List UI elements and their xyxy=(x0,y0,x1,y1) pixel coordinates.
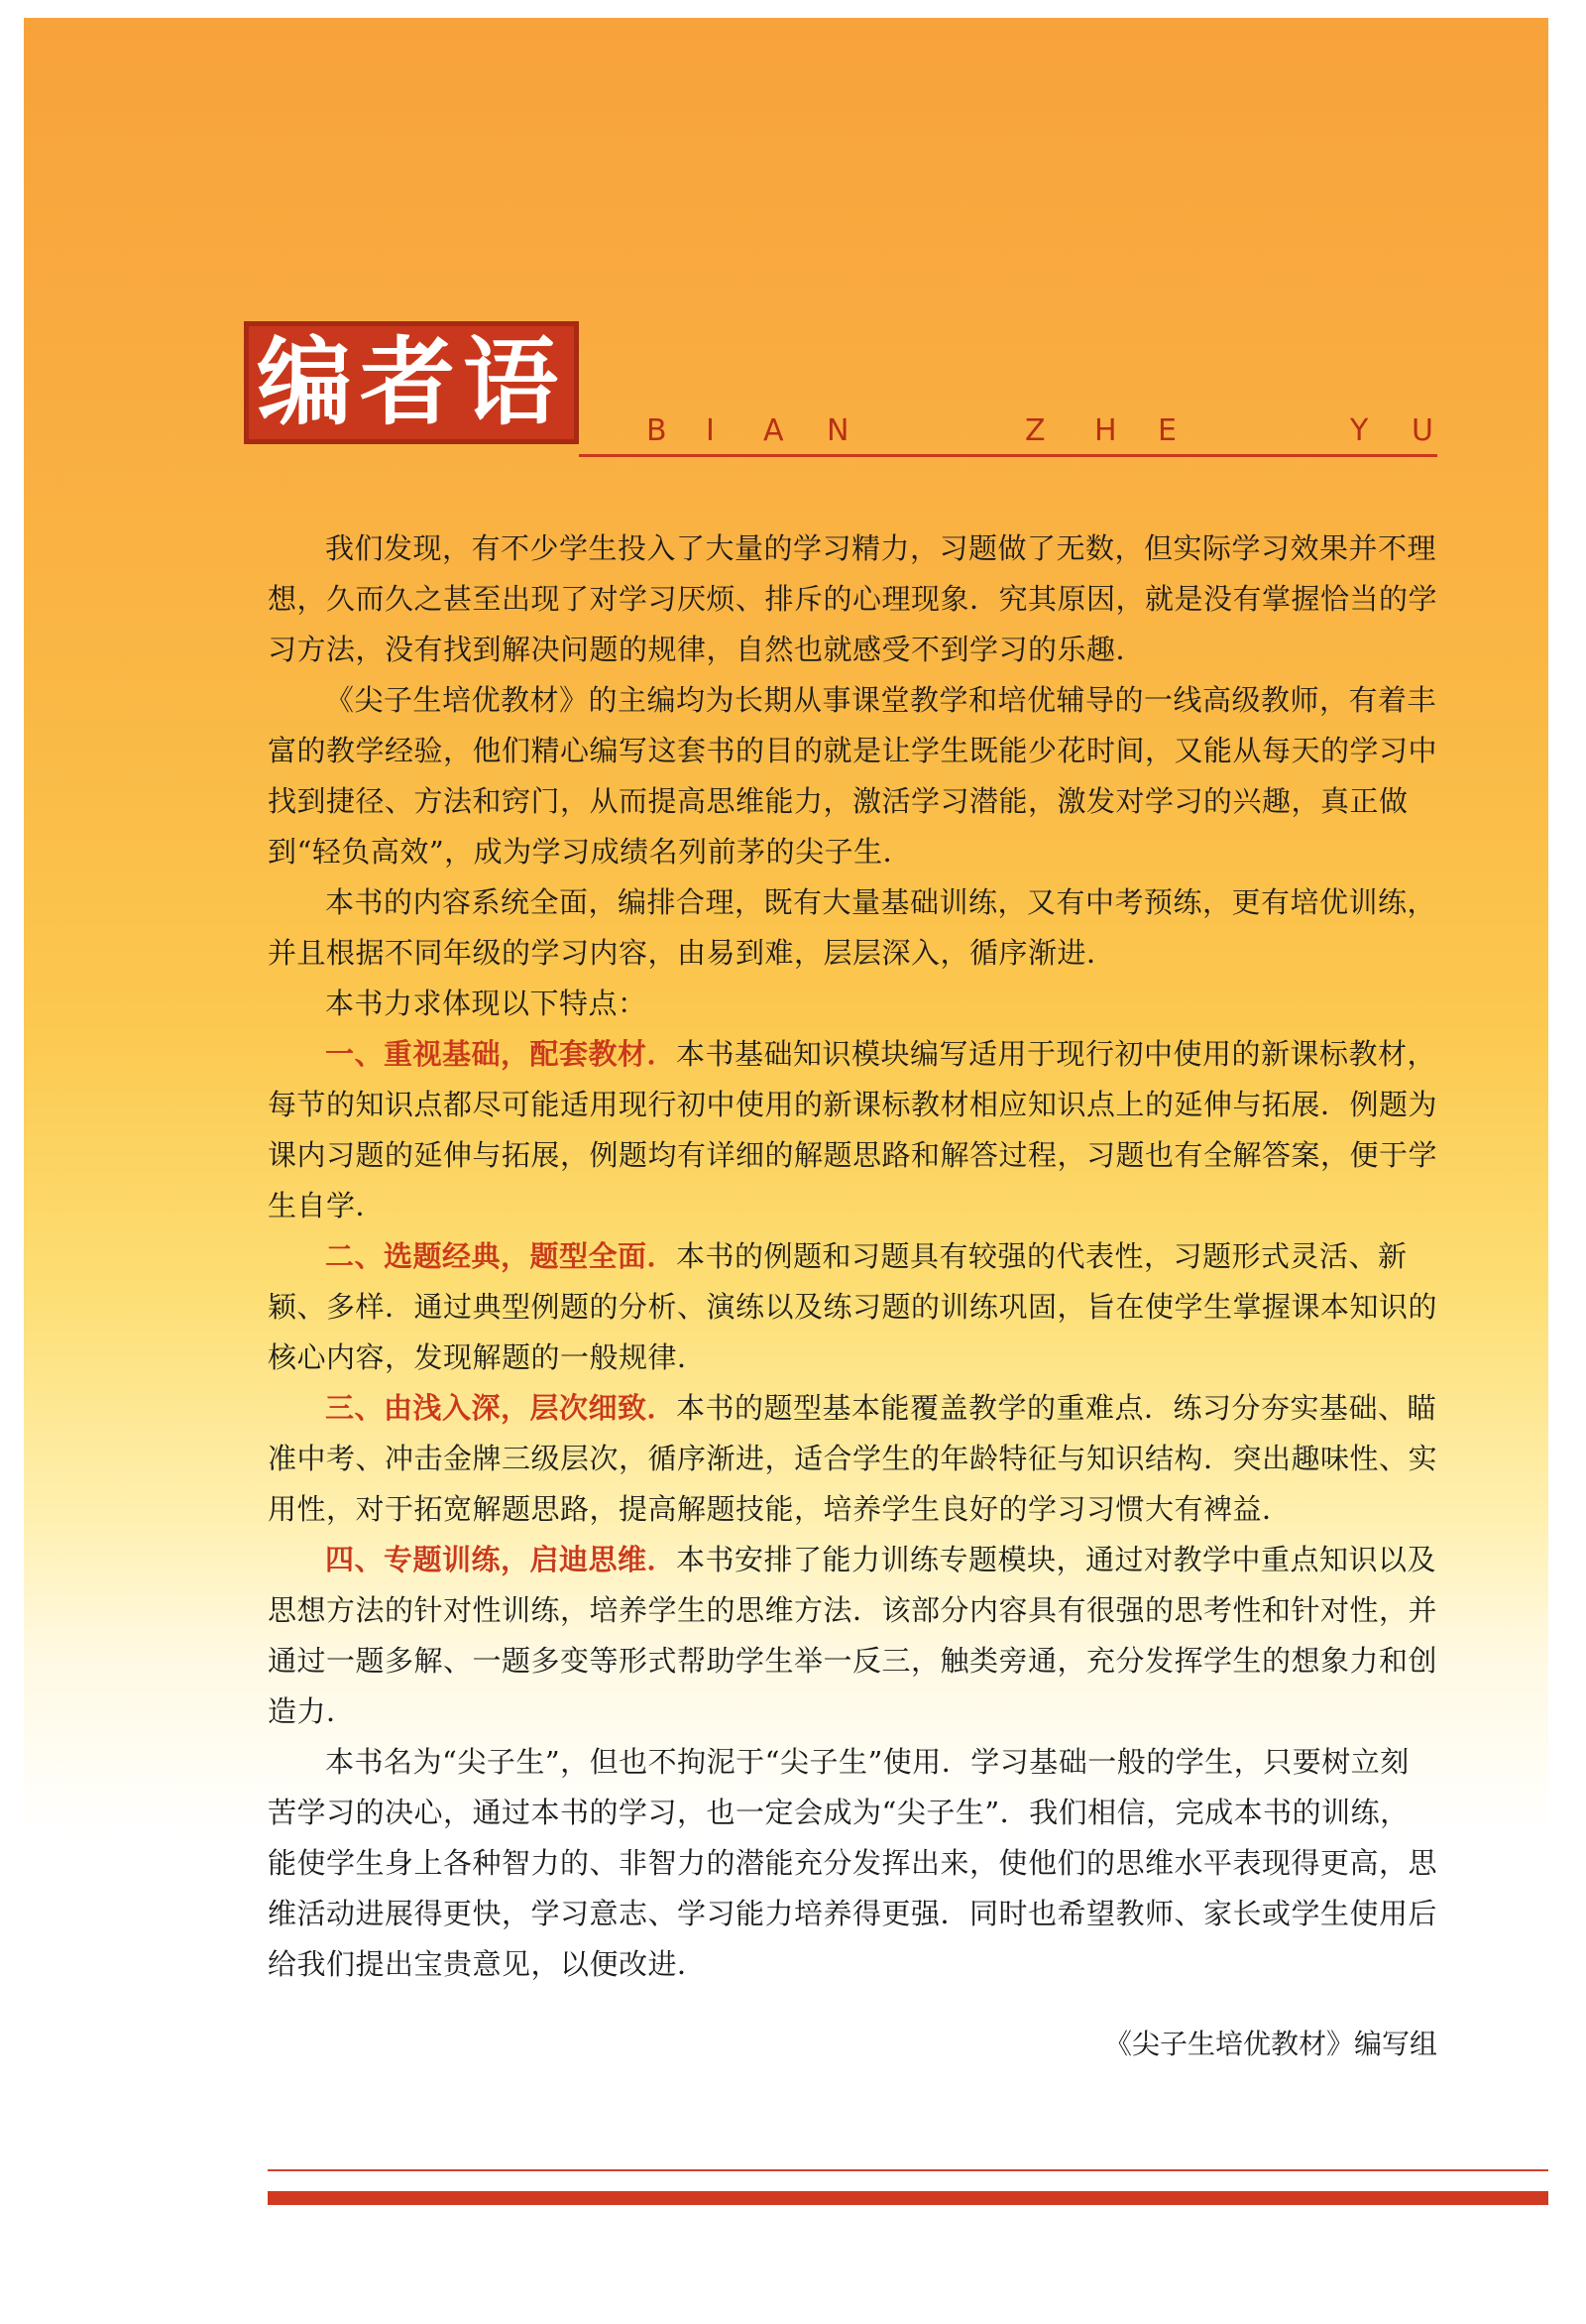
feature-heading: 三、由浅入深，层次细致． xyxy=(325,1391,677,1425)
pinyin-letter: H xyxy=(1094,413,1147,448)
pinyin-letter: Y xyxy=(1350,413,1399,448)
feature-paragraph: 三、由浅入深，层次细致．本书的题型基本能覆盖教学的重难点．练习分夯实基础、瞄准中考、冲击金牌三级层次，循序渐进，适合学生的年龄特征与知识结构．突出趣味性、实用性，对于拓宽解题思路，提高解题技能，培养学生良好的学习习惯大有裨益． xyxy=(268,1391,1438,1526)
pinyin-letter: A xyxy=(763,413,814,448)
paragraph: 《尖子生培优教材》的主编均为长期从事课堂教学和培优辅导的一线高级教师，有着丰富的教学经验，他们精心编写这套书的目的就是让学生既能少花时间，又能从每天的学习中找到捷径、方法和窍门，从而提高思维能力，激活学习潜能，激发对学习的兴趣，真正做到“轻负高效”，成为学习成绩名列前茅的尖子生． xyxy=(268,683,1438,869)
feature-heading: 二、选题经典，题型全面． xyxy=(325,1239,677,1273)
pinyin-letter: Z xyxy=(1025,413,1076,448)
footer-thin-rule xyxy=(268,2169,1548,2171)
paragraph: 本书名为“尖子生”，但也不拘泥于“尖子生”使用．学习基础一般的学生，只要树立刻苦学习的决心，通过本书的学习，也一定会成为“尖子生”．我们相信，完成本书的训练，能使学生身上各种智力的、非智力的潜能充分发挥出来，使他们的思维水平表现得更高，思维活动进展得更快，学习意志、学习能力培养得更强．同时也希望教师、家长或学生使用后给我们提出宝贵意见，以便改进． xyxy=(268,1745,1438,1981)
paragraph: 本书的内容系统全面，编排合理，既有大量基础训练，又有中考预练，更有培优训练，并且根据不同年级的学习内容，由易到难，层层深入，循序渐进． xyxy=(268,885,1437,970)
pinyin-letter: U xyxy=(1412,413,1463,448)
page-title: 编者语 xyxy=(244,321,579,444)
paragraph: 我们发现，有不少学生投入了大量的学习精力，习题做了无数，但实际学习效果并不理想，久而久之甚至出现了对学习厌烦、排斥的心理现象．究其原因，就是没有掌握恰当的学习方法，没有找到解决问题的规律，自然也就感受不到学习的乐趣． xyxy=(268,531,1438,666)
pinyin-letter: N xyxy=(827,413,879,448)
pinyin-letter: I xyxy=(706,413,744,448)
footer-bar xyxy=(268,2191,1548,2205)
feature-paragraph: 二、选题经典，题型全面．本书的例题和习题具有较强的代表性，习题形式灵活、新颖、多样．通过典型例题的分析、演练以及练习题的训练巩固，旨在使学生掌握课本知识的核心内容，发现解题的一般规律． xyxy=(268,1239,1438,1374)
paragraph: 本书力求体现以下特点： xyxy=(325,987,647,1020)
feature-paragraph: 四、专题训练，启迪思维．本书安排了能力训练专题模块，通过对教学中重点知识以及思想方法的针对性训练，培养学生的思维方法．该部分内容具有很强的思考性和针对性，并通过一题多解、一题多变等形式帮助学生举一反三，触类旁通，充分发挥学生的想象力和创造力． xyxy=(268,1543,1438,1728)
feature-paragraph: 一、重视基础，配套教材．本书基础知识模块编写适用于现行初中使用的新课标教材，每节的知识点都尽可能适用现行初中使用的新课标教材相应知识点上的延伸与拓展．例题为课内习题的延伸与拓展，例题均有详细的解题思路和解答过程，习题也有全解答案，便于学生自学． xyxy=(268,1037,1438,1222)
pinyin-letter: E xyxy=(1158,413,1206,448)
feature-heading: 一、重视基础，配套教材． xyxy=(325,1037,677,1071)
body-text xyxy=(268,523,1437,1990)
title-underline xyxy=(579,454,1437,457)
pinyin-letter: B xyxy=(646,413,697,448)
feature-heading: 四、专题训练，启迪思维． xyxy=(325,1543,677,1576)
signature: 《尖子生培优教材》编写组 xyxy=(1103,2028,1437,2060)
